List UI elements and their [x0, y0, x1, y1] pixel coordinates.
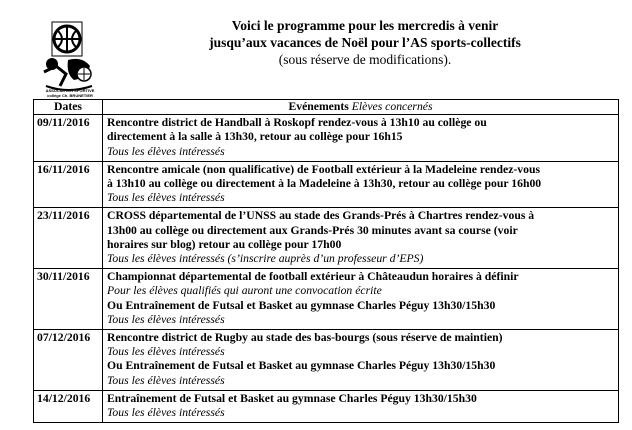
event-description	[103, 390, 619, 422]
intro-text	[180, 17, 550, 68]
event-date: 14/12/2016	[34, 390, 103, 422]
event-detail-line: Ou Entraînement de Futsal et Basket au gymnase Charles Péguy 13h30/15h30	[107, 359, 496, 373]
intro-line1: Voici le programme pour les mercredis à venir	[231, 18, 499, 33]
event-detail-line: directement à la salle à 13h30, retour au collège pour 16h15	[107, 130, 403, 144]
header-events-label: Evénements	[288, 100, 349, 113]
schedule-table	[33, 99, 619, 423]
table-row	[34, 390, 619, 422]
concerned-students-line: Tous les élèves intéressés	[107, 191, 225, 205]
schedule-rows	[34, 115, 619, 423]
event-detail-line: 13h00 au collège ou directement aux Grands-Prés 30 minutes avant sa course (voir	[107, 223, 518, 237]
event-detail-line: Ou Entraînement de Futsal et Basket au gymnase Charles Péguy 13h30/15h30	[107, 298, 496, 312]
concerned-students-line: Tous les élèves intéressés (s’inscrire auprès d’un professeur d’EPS)	[107, 252, 424, 266]
event-detail-line: Rencontre district de Handball à Roskopf rendez-vous à 13h10 au collège ou	[107, 116, 487, 130]
table-row	[34, 208, 619, 269]
event-detail-line: horaires sur blog) retour au collège pour 17h00	[107, 237, 342, 251]
logo-caption-line2: collège Ch. BRUNETIER	[47, 93, 93, 98]
header-events	[103, 100, 619, 115]
event-description	[103, 161, 619, 208]
event-description	[103, 269, 619, 330]
event-detail-line: Rencontre amicale (non qualificative) de Football extérieur à la Madeleine rendez-vous	[107, 162, 541, 176]
table-row	[34, 115, 619, 162]
event-date: 23/11/2016	[34, 208, 103, 269]
table-row	[34, 330, 619, 391]
event-description	[103, 208, 619, 269]
event-date: 09/11/2016	[34, 115, 103, 162]
intro-line3: (sous réserve de modifications).	[278, 52, 452, 67]
concerned-students-line: Tous les élèves intéressés	[107, 406, 225, 420]
logo-caption-line1: ASSOCIATION SPORTIVE	[45, 88, 95, 93]
header-students-label: Elèves concernés	[351, 100, 433, 113]
association-sportive-logo	[38, 20, 100, 94]
concerned-students-line: Tous les élèves intéressés	[107, 345, 225, 359]
concerned-students-line: Tous les élèves intéressés	[107, 144, 225, 158]
event-date: 07/12/2016	[34, 330, 103, 391]
event-description	[103, 115, 619, 162]
event-detail-line: CROSS départemental de l’UNSS au stade des Grands-Prés à Chartres rendez-vous à	[107, 209, 535, 223]
event-detail-line: Rencontre district de Rugby au stade des bas-bourgs (sous réserve de maintien)	[107, 331, 503, 345]
event-date: 16/11/2016	[34, 161, 103, 208]
header-dates: Dates	[34, 100, 103, 115]
event-detail-line: Entraînement de Futsal et Basket au gymnase Charles Péguy 13h30/15h30	[107, 391, 477, 405]
logo-caption	[34, 88, 106, 98]
event-description	[103, 330, 619, 391]
concerned-students-line: Pour les élèves qualifiés qui auront une convocation écrite	[107, 284, 382, 298]
table-row	[34, 269, 619, 330]
event-detail-line: Championnat départemental de football extérieur à Châteaudun horaires à définir	[107, 270, 519, 284]
event-detail-line: à 13h10 au collège ou directement à la Madeleine à 13h30, retour au collège pour 16h00	[107, 177, 542, 191]
concerned-students-line: Tous les élèves intéressés	[107, 312, 225, 326]
intro-line2: jusqu’aux vacances de Noël pour l’AS sports-collectifs	[209, 35, 521, 50]
concerned-students-line: Tous les élèves intéressés	[107, 373, 225, 387]
table-row	[34, 161, 619, 208]
event-date: 30/11/2016	[34, 269, 103, 330]
table-header-row	[34, 100, 619, 115]
